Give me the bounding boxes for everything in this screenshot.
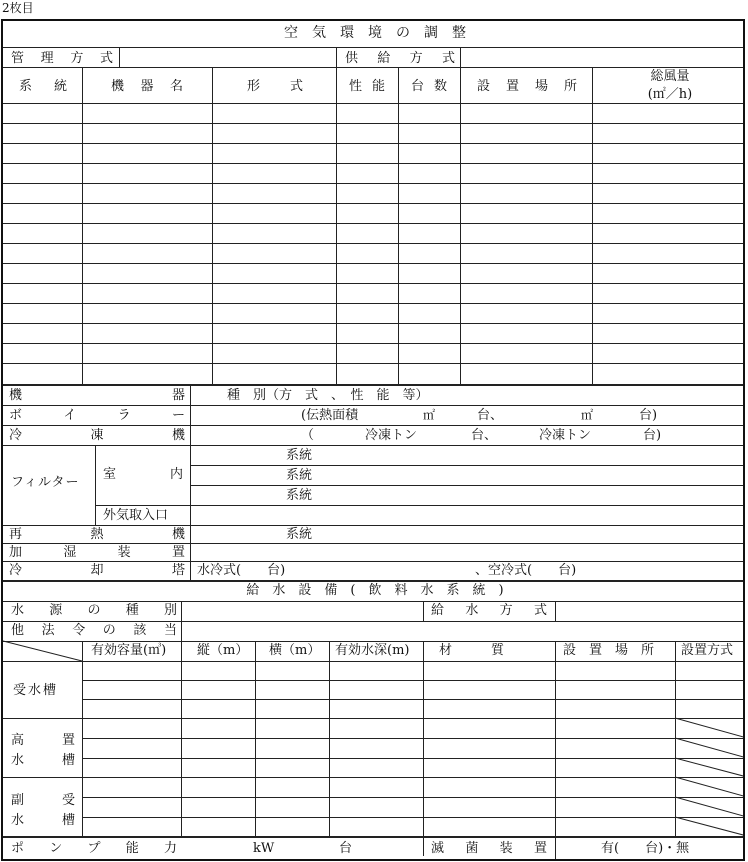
freezer-label: 冷 凍 機 bbox=[9, 428, 185, 443]
inspection-form bbox=[1, 19, 745, 861]
receiving-tank-label: 受水槽 bbox=[13, 683, 59, 698]
cooling-tower-air-cooled: 、空冷式( 台) bbox=[475, 563, 577, 578]
humidifier-label: 加 湿 装 置 bbox=[9, 545, 185, 560]
reheater-system: 系統 bbox=[286, 527, 313, 542]
elevated-tank-label-1: 高 置 bbox=[11, 733, 75, 748]
filter-system-2: 系統 bbox=[286, 468, 313, 483]
page-number-label: 2枚目 bbox=[2, 1, 34, 15]
other-law-label: 他 法 令 の 該 当 bbox=[11, 623, 177, 638]
col-capacity: 有効容量(㎥) bbox=[91, 643, 167, 658]
col-airflow-unit: (㎡／h) bbox=[647, 87, 693, 102]
air-section-title: 空 気 環 境 の 調 整 bbox=[284, 25, 466, 41]
sub-tank-label-2: 水 槽 bbox=[11, 813, 75, 828]
col-equipment-name: 機 器 名 bbox=[111, 79, 183, 94]
equipment-label: 機 器 bbox=[9, 388, 185, 403]
cooling-tower-label: 冷 却 塔 bbox=[9, 563, 185, 578]
install-method-strikes bbox=[3, 21, 745, 861]
elevated-tank-label-2: 水 槽 bbox=[11, 753, 75, 768]
col-location: 設 置 場 所 bbox=[477, 79, 577, 94]
boiler-label: ボ イ ラ ー bbox=[9, 408, 185, 423]
supply-method-label: 供 給 方 式 bbox=[345, 51, 455, 66]
filter-outdoor-label: 外気取入口 bbox=[103, 508, 169, 523]
boiler-area-unit-2: ㎡ bbox=[581, 408, 594, 422]
freezer-open-paren: （ bbox=[301, 428, 315, 443]
col-system: 系 統 bbox=[19, 79, 67, 94]
freezer-ton-label-1: 冷凍トン bbox=[365, 428, 418, 443]
col-length: 縦（m） bbox=[197, 643, 249, 658]
pump-capacity-label: ポ ン プ 能 力 bbox=[11, 841, 177, 856]
boiler-area-unit-1: ㎡ bbox=[423, 408, 436, 422]
filter-indoor-label: 室 内 bbox=[103, 467, 183, 482]
col-type: 形 式 bbox=[247, 79, 303, 94]
water-supply-method-label: 給 水 方 式 bbox=[431, 603, 547, 618]
col-material: 材 質 bbox=[439, 643, 505, 658]
col-airflow: 総風量 bbox=[650, 69, 690, 84]
pump-kw-unit: kW bbox=[253, 841, 275, 856]
sterilizer-value: 有( 台)・無 bbox=[601, 841, 690, 856]
filter-system-3: 系統 bbox=[286, 488, 313, 503]
pump-units-unit: 台 bbox=[339, 841, 353, 856]
management-method-label: 管 理 方 式 bbox=[11, 51, 113, 66]
boiler-units-text-2: 台) bbox=[639, 408, 658, 423]
filter-label: フィルター bbox=[11, 475, 80, 490]
water-section-title: 給 水 設 備 ( 飲 料 水 系 統 ) bbox=[246, 583, 504, 598]
cooling-tower-water-cooled: 水冷式( 台) bbox=[197, 563, 286, 578]
col-units: 台 数 bbox=[411, 79, 447, 94]
freezer-units-text-1: 台、 bbox=[471, 428, 498, 443]
water-source-label: 水 源 の 種 別 bbox=[11, 603, 177, 618]
reheater-label: 再 熱 機 bbox=[9, 527, 185, 542]
col-width: 横（m） bbox=[269, 643, 321, 658]
col-install-method: 設置方式 bbox=[681, 643, 734, 658]
equipment-type-header: 種 別（方 式 、 性 能 等） bbox=[227, 388, 429, 403]
boiler-area-text: (伝熱面積 bbox=[301, 408, 359, 423]
col-tank-location: 設 置 場 所 bbox=[563, 643, 655, 658]
col-depth: 有効水深(m) bbox=[335, 643, 410, 658]
sub-tank-label-1: 副 受 bbox=[11, 793, 75, 808]
filter-system-1: 系統 bbox=[286, 448, 313, 463]
col-performance: 性 能 bbox=[349, 79, 385, 94]
freezer-units-text-2: 台) bbox=[643, 428, 662, 443]
boiler-units-text-1: 台、 bbox=[477, 408, 504, 423]
freezer-ton-label-2: 冷凍トン bbox=[539, 428, 592, 443]
sterilizer-label: 滅 菌 装 置 bbox=[431, 841, 547, 856]
